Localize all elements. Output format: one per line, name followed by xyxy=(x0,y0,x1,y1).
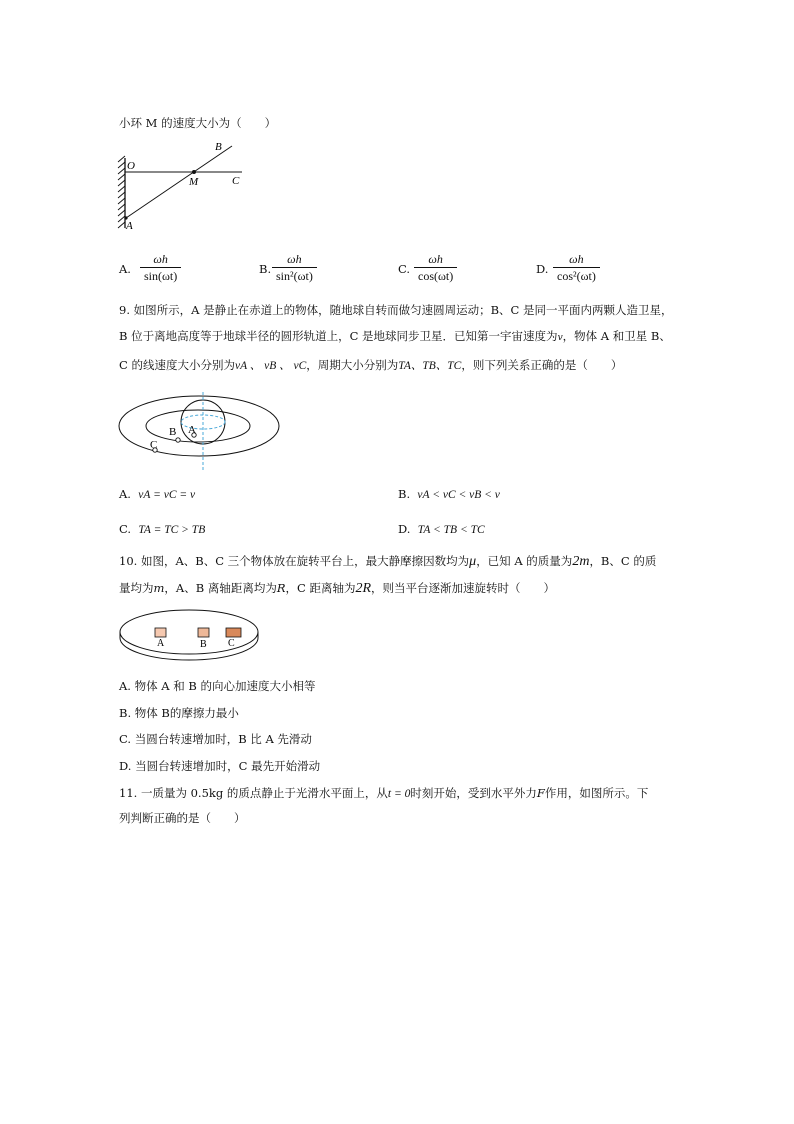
label-a: A xyxy=(157,638,165,649)
q8-figure xyxy=(114,136,249,236)
q10-option-c[interactable]: C. 当圆台转速增加时，B 比 A 先滑动 xyxy=(119,732,312,746)
q9-line3: C 的线速度大小分别为vA 、 vB 、 vC，周期大小分别为TA、TB、TC，则下列关系正确的是（ ） xyxy=(119,358,623,372)
q8-stem-tail: 小环 M 的速度大小为（ ） xyxy=(119,116,277,130)
q10-option-d[interactable]: D. 当圆台转速增加时，C 最先开始滑动 xyxy=(119,759,321,773)
ring-m xyxy=(192,170,196,174)
q10-line1: 10. 如图，A、B、C 三个物体放在旋转平台上，最大静摩擦因数均为μ，已知 A 的质量为2m，B、C 的质 xyxy=(119,554,657,569)
label-b: B xyxy=(169,426,177,438)
label-c: C xyxy=(228,638,235,649)
q10-option-b[interactable]: B. 物体 B的摩擦力最小 xyxy=(119,706,239,720)
q9-option-b[interactable]: B. vA < vC < vB < v xyxy=(398,487,500,501)
label-c: C xyxy=(232,175,240,187)
q9-option-a[interactable]: A. vA = vC = v xyxy=(119,487,196,501)
wall-hatch xyxy=(118,156,125,228)
block-b xyxy=(198,628,209,637)
block-c xyxy=(226,628,241,637)
block-a xyxy=(155,628,166,637)
label-b: B xyxy=(215,141,222,153)
q10-figure xyxy=(118,608,260,664)
q11-line1: 11. 一质量为 0.5kg 的质点静止于光滑水平面上，从t = 0时刻开始，受到水平外力F作用，如图所示。下 xyxy=(119,786,649,800)
q9-line2: B 位于离地高度等于地球半径的圆形轨道上，C 是地球同步卫星．已知第一宇宙速度为v，物体 A 和卫星 B、 xyxy=(119,329,671,343)
satellite-b xyxy=(176,438,180,442)
q11-line2: 列判断正确的是（ ） xyxy=(119,811,246,825)
q10-line2: 量均为m，A、B 离轴距离均为R，C 距离轴为2R，则当平台逐渐加速旋转时（ ） xyxy=(119,581,556,596)
q10-option-a[interactable]: A. 物体 A 和 B 的向心加速度大小相等 xyxy=(119,679,316,693)
q9-option-c[interactable]: C. TA = TC > TB xyxy=(119,522,206,536)
q9-option-d[interactable]: D. TA < TB < TC xyxy=(398,522,485,536)
rod-ab xyxy=(126,146,232,218)
label-o: O xyxy=(127,160,135,172)
label-m: M xyxy=(189,176,199,188)
label-b: B xyxy=(200,639,207,650)
label-a: A xyxy=(126,220,133,232)
q9-line1: 9. 如图所示，A 是静止在赤道上的物体，随地球自转而做匀速圆周运动；B、C 是同一平面内两颗人造卫星， xyxy=(119,303,673,317)
label-c: C xyxy=(150,439,158,451)
q9-figure xyxy=(118,392,288,472)
orbit-c xyxy=(119,396,279,456)
label-a: A xyxy=(188,424,196,436)
